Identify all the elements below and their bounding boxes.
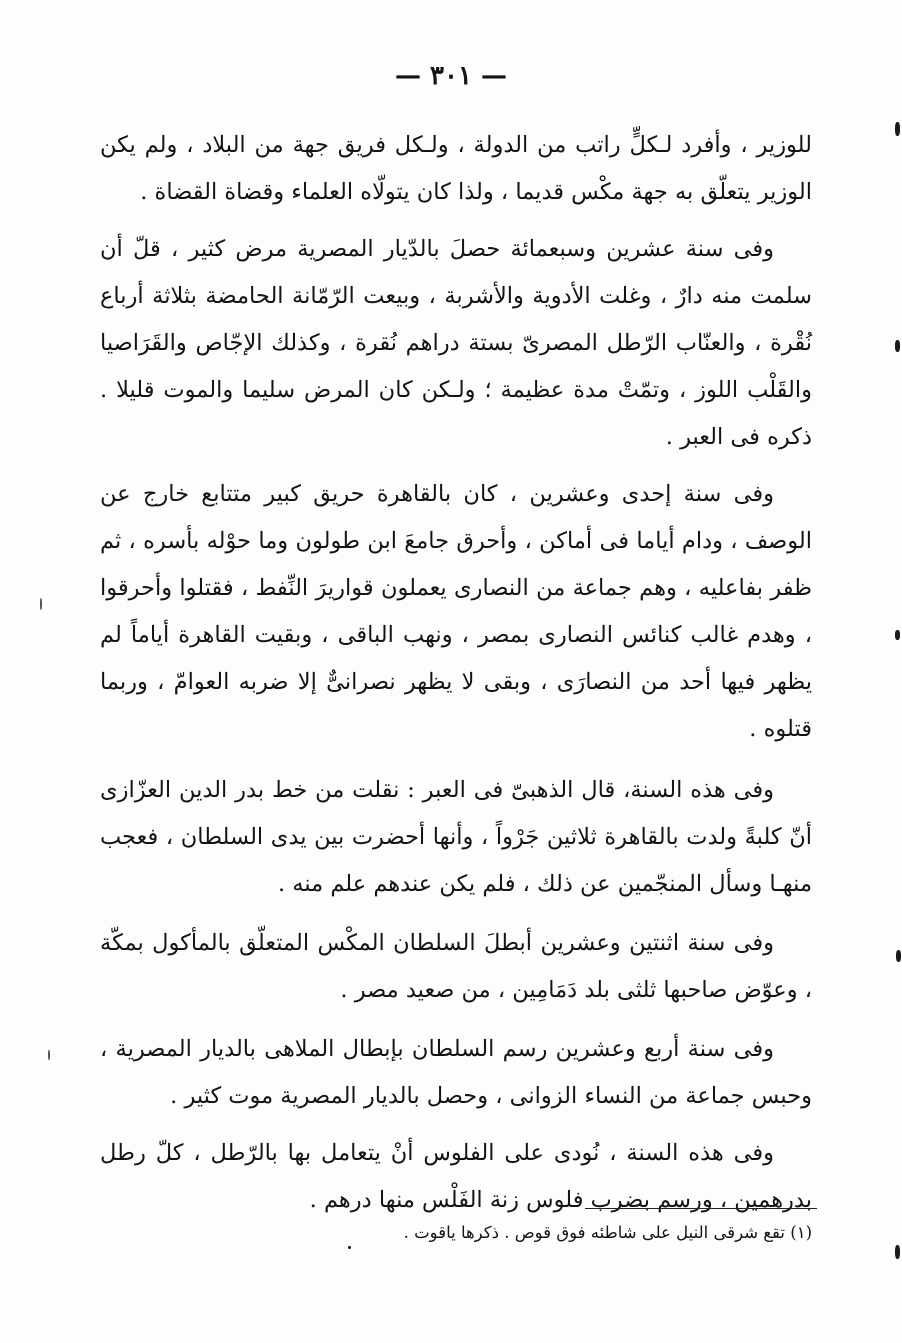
paragraph-5: وفى سنة اثنتين وعشرين أبطلَ السلطان المكْس المتعلّق بالمأكول بمكّة ، وعوّض صاحبها ثلثى بلد دَمَامِين ، من صعيد مصر . (100, 930, 812, 1003)
paragraph-4: وفى هذه السنة، قال الذهبىّ فى العبر : نقلت من خط بدر الدين العزّازى أنّ كلبةً ولدت بالقاهرة ثلاثين جَرْواً ، وأنها أحضرت بين يدى السلطان ، فعجب منهـا وسأل المنجّمين عن ذلك ، فلم يكن عندهم علم منه . (100, 777, 812, 897)
paragraph-1: للوزير ، وأفرد لـكلٍّ راتب من الدولة ، ولـكل فريق جهة من البلاد ، ولم يكن الوزير يتعلّق به جهة مكْس قديما ، ولذا كان يتولّاه العلماء وقضاة القضاة . (100, 132, 812, 205)
margin-speck (895, 630, 900, 640)
paragraph-7: وفى هذه السنة ، نُودى على الفلوس أنْ يتعامل بها بالرّطل ، كلّ رطل بدرهمين ، ورسم بضرب فلوس زنة الفَلْس منها درهم . (100, 1140, 812, 1213)
footnote: (١) تقع شرقى النيل على شاطئه فوق قوص . ذكرها ياقوت . (403, 1223, 812, 1242)
margin-speck (48, 1050, 50, 1060)
paragraph-3: وفى سنة إحدى وعشرين ، كان بالقاهرة حريق كبير متتابع خارج عن الوصف ، ودام أياما فى أماكن ، وأحرق جامعَ ابن طولون وما حوْله بأسره ، ثم ظفر بفاعليه ، وهم جماعة من النصارى يعملون قواريرَ النِّفط ، فقتلوا وأحرقوا ، وهدم غالب كنائس النصارى بمصر ، ونهب الباقى ، وبقيت القاهرة أياماً لم يظهر فيها أحد من النصارَى ، وبقى لا يظهر نصرانىٌّ إلا ضربه العوامّ ، وربما قتلوه . (100, 481, 812, 742)
footnote-divider (585, 1208, 817, 1209)
margin-speck (895, 340, 900, 352)
page-number: — ٣٠١ — (394, 61, 508, 91)
paragraph-6: وفى سنة أربع وعشرين رسم السلطان بإبطال الملاهى بالديار المصرية ، وحبس جماعة من النساء الزوانى ، وحصل بالديار المصرية موت كثير . (100, 1036, 812, 1109)
margin-speck (895, 1245, 900, 1259)
paragraph-2: وفى سنة عشرين وسبعمائة حصلَ بالدّيار المصرية مرض كثير ، قلّ أن سلمت منه دارٌ ، وغلت الأدوية والأشربة ، وبيعت الرّمّانة الحامضة بثلاثة أرباع نُقْرة ، والعنّاب الرّطل المصرىّ بستة دراهم نُقرة ، وكذلك الإجّاص والقَرَاصيا والقَلْب اللوز ، وتمّتْ مدة عظيمة ؛ ولـكن كان المرض سليما والموت قليلا . ذكره فى العبر . (100, 236, 812, 450)
margin-speck (895, 122, 900, 136)
margin-speck (40, 598, 42, 610)
margin-speck (896, 950, 901, 962)
page-body (100, 122, 812, 1228)
margin-speck (348, 1246, 351, 1249)
